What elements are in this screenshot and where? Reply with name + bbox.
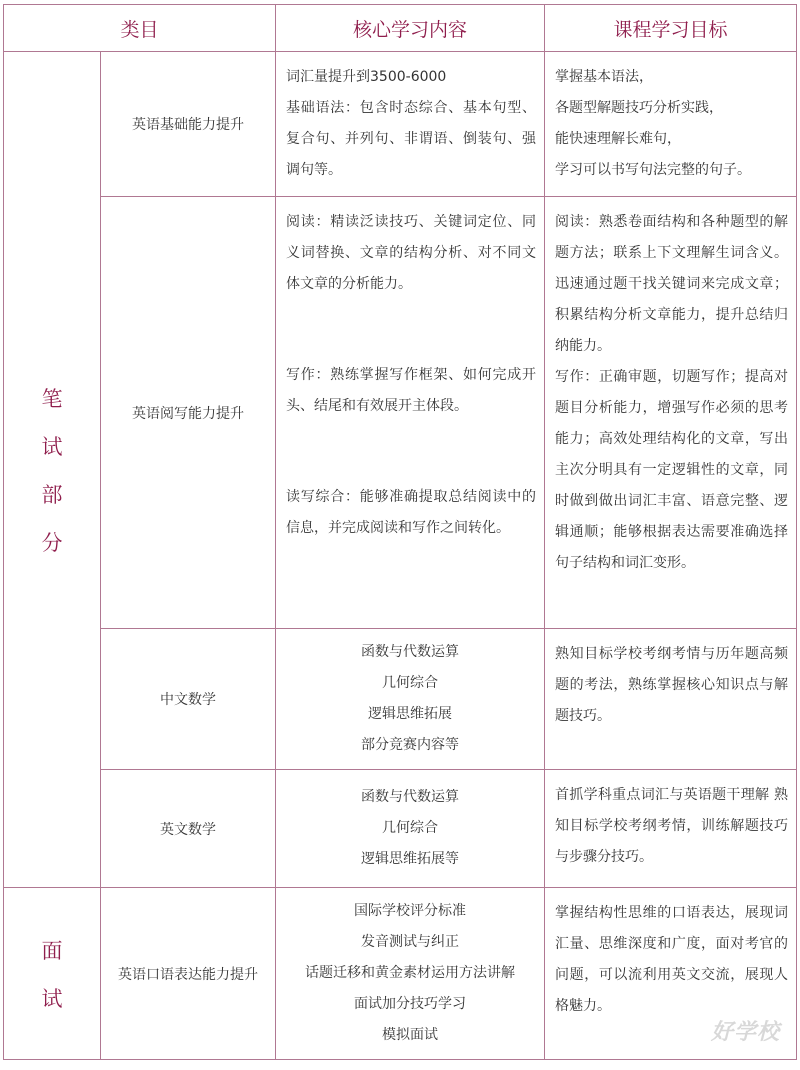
content-cn-math: 函数与代数运算 几何综合 逻辑思维拓展 部分竞赛内容等	[276, 629, 545, 770]
table-row-basic	[4, 52, 797, 197]
goal-oral: 掌握结构性思维的口语表达，展现词汇量、思维深度和广度，面对考官的问题，可以流利用英文交流，展现人格魅力。	[545, 888, 797, 1060]
content-basic: 词汇量提升到3500-6000 基础语法：包含时态综合、基本句型、复合句、并列句、非谓语、倒装句、强调句等。	[276, 52, 545, 197]
category-reading: 英语阅写能力提升	[101, 197, 276, 629]
header-row	[4, 5, 797, 52]
course-table	[3, 4, 797, 1060]
goal-basic: 掌握基本语法， 各题型解题技巧分析实践， 能快速理解长难句， 学习可以书写句法完整的句子。	[545, 52, 797, 197]
table-row-oral	[4, 888, 797, 1060]
content-reading: 阅读：精读泛读技巧、关键词定位、同义词替换、文章的结构分析、对不同文体文章的分析能力。 写作：熟练掌握写作框架、如何完成开头、结尾和有效展开主体段。 读写综合：能够准确提取总结阅读中的信息，并完成阅读和写作之间转化。	[276, 197, 545, 629]
table-row-en-math	[4, 770, 797, 888]
watermark-logo: 好学校	[710, 1020, 780, 1045]
header-category: 类目	[4, 5, 276, 52]
category-basic: 英语基础能力提升	[101, 52, 276, 197]
section-written: 笔 试 部 分	[4, 52, 101, 888]
content-en-math: 函数与代数运算 几何综合 逻辑思维拓展等	[276, 770, 545, 888]
header-goal: 课程学习目标	[545, 5, 797, 52]
table-row-cn-math	[4, 629, 797, 770]
section-interview: 面 试	[4, 888, 101, 1060]
goal-cn-math: 熟知目标学校考纲考情与历年题高频题的考法，熟练掌握核心知识点与解题技巧。	[545, 629, 797, 770]
goal-reading: 阅读：熟悉卷面结构和各种题型的解题方法；联系上下文理解生词含义。迅速通过题干找关键词来完成文章；积累结构分析文章能力，提升总结归纳能力。 写作：正确审题，切题写作；提高对题目分析能力，增强写作必须的思考能力；高效处理结构化的文章，写出主次分明具有一定逻辑性的文章，同时做到做出词汇丰富、语意完整、逻辑通顺；能够根据表达需要准确选择句子结构和词汇变形。	[545, 197, 797, 629]
table-row-reading	[4, 197, 797, 629]
category-oral: 英语口语表达能力提升	[101, 888, 276, 1060]
goal-en-math: 首抓学科重点词汇与英语题干理解 熟知目标学校考纲考情，训练解题技巧与步骤分技巧。	[545, 770, 797, 888]
content-oral: 国际学校评分标准 发音测试与纠正 话题迁移和黄金素材运用方法讲解 面试加分技巧学习 模拟面试	[276, 888, 545, 1060]
category-cn-math: 中文数学	[101, 629, 276, 770]
category-en-math: 英文数学	[101, 770, 276, 888]
header-content: 核心学习内容	[276, 5, 545, 52]
